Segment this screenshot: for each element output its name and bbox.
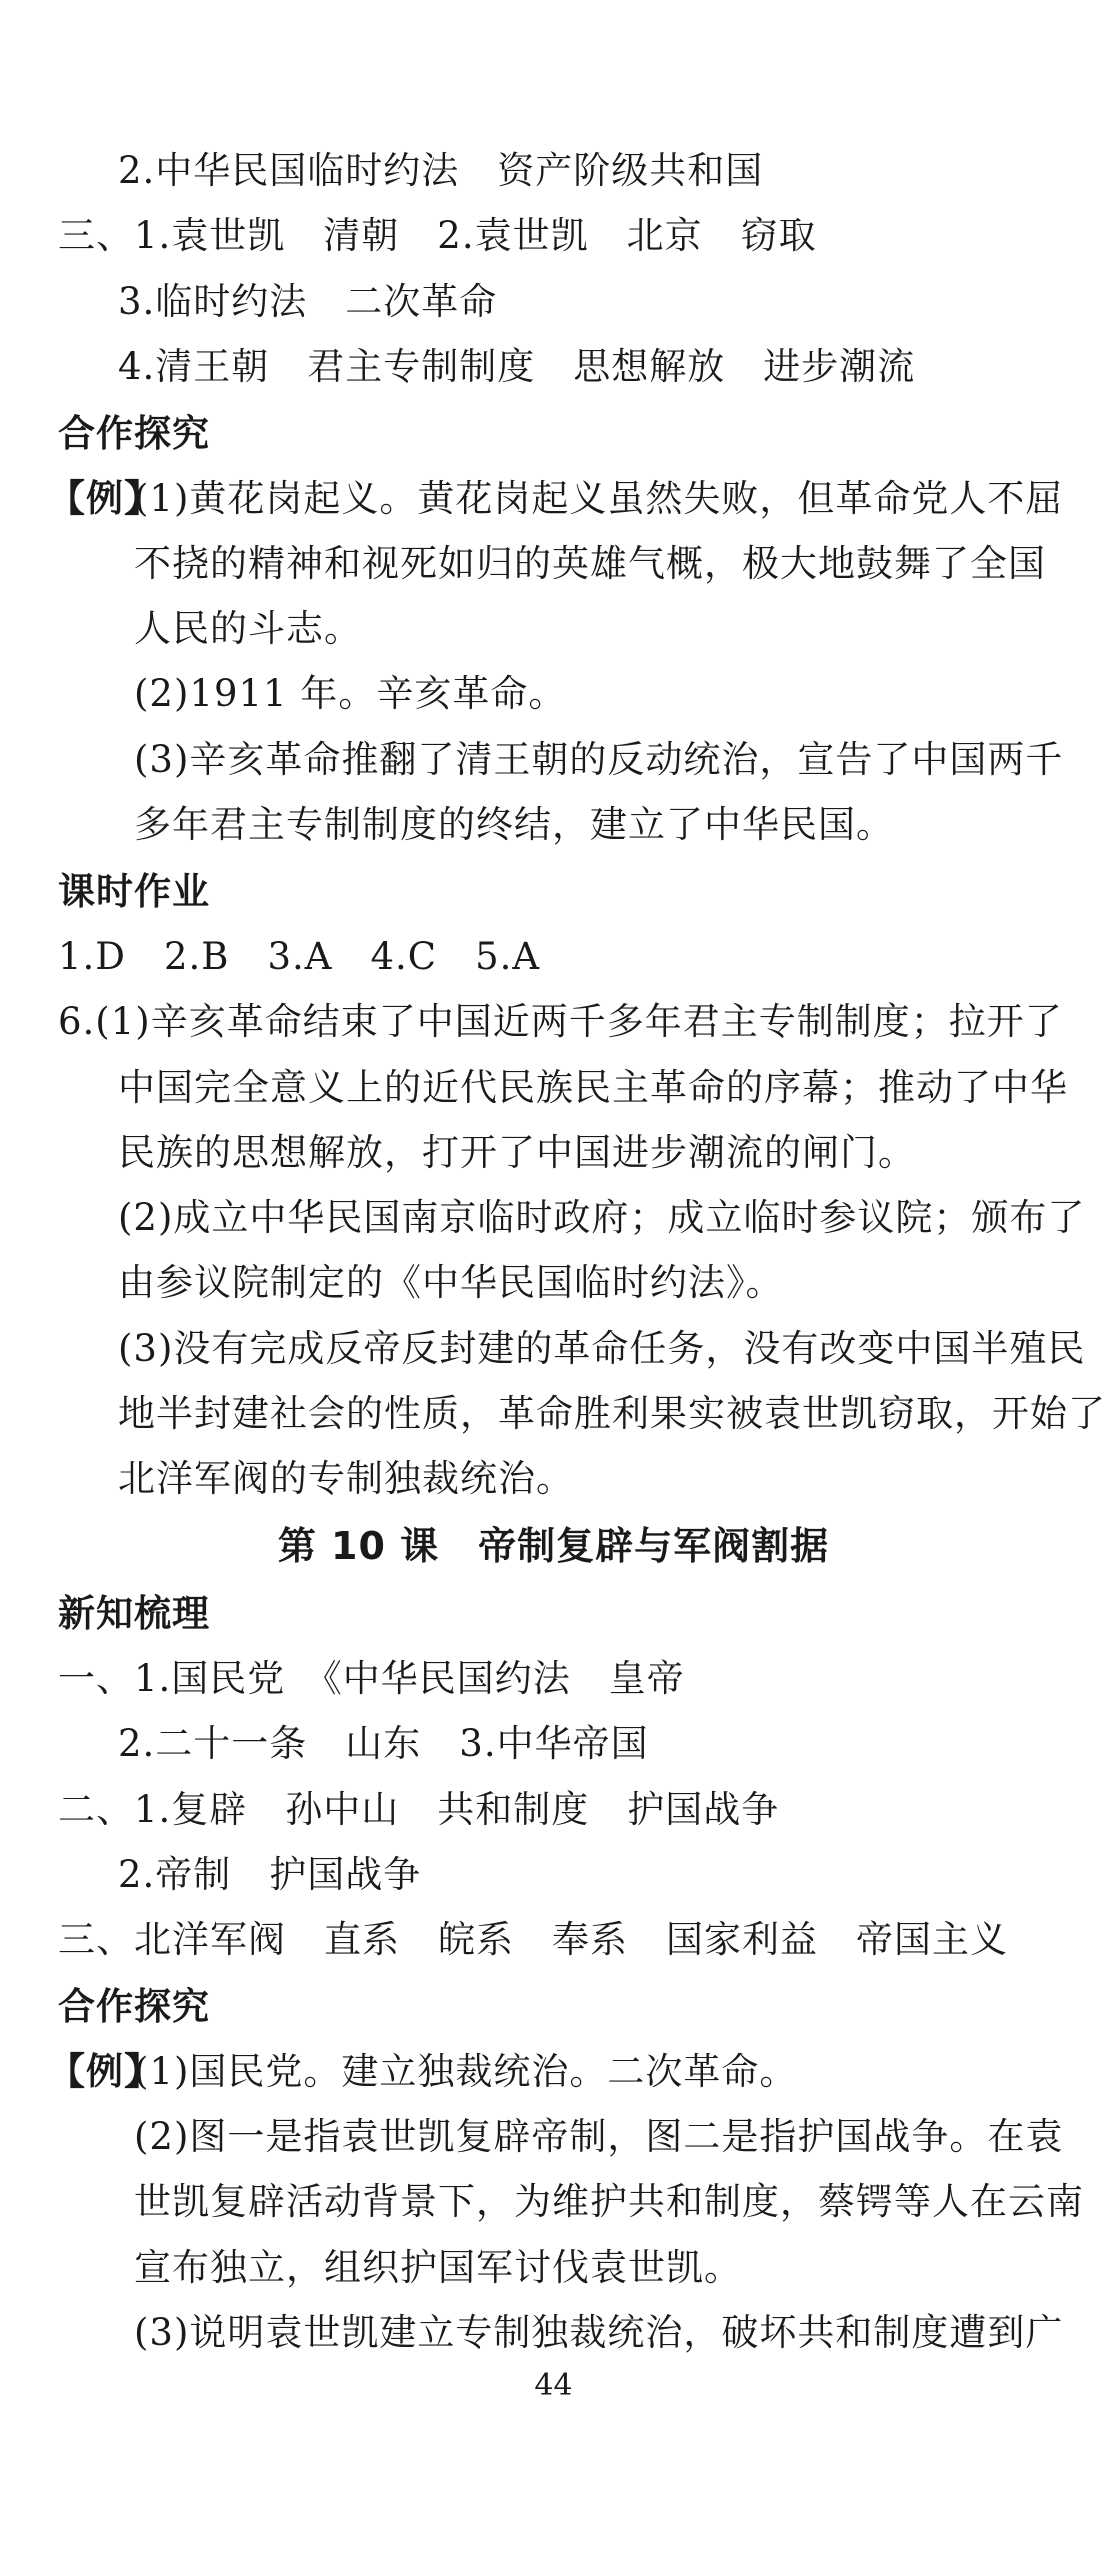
hezuo-answer-line: 不挠的精神和视死如归的英雄气概，极大地鼓舞了全国 bbox=[134, 542, 1046, 585]
xinzhi-line: 2.帝制 护国战争 bbox=[118, 1853, 422, 1896]
hezuo-answer-line: 宣布独立，组织护国军讨伐袁世凯。 bbox=[134, 2246, 742, 2289]
keshi-q6-line: 中国完全意义上的近代民族民主革命的序幕；推动了中华 bbox=[118, 1066, 1068, 1109]
xinzhi-line: 一、1.国民党 《中华民国约法 皇帝 bbox=[58, 1657, 685, 1700]
hezuo-answer-line: 多年君主专制制度的终结，建立了中华民国。 bbox=[134, 803, 894, 846]
hezuo-answer-line: (2)1911 年。辛亥革命。 bbox=[134, 672, 567, 715]
hezuo-answer-line: (1)国民党。建立独裁统治。二次革命。 bbox=[134, 2050, 798, 2093]
lesson-title: 第 10 课 帝制复辟与军阀割据 bbox=[277, 1524, 830, 1568]
keshi-heading: 课时作业 bbox=[58, 870, 210, 913]
xinzhi-line: 二、1.复辟 孙中山 共和制度 护国战争 bbox=[58, 1788, 780, 1831]
hezuo-heading: 合作探究 bbox=[58, 1985, 210, 2028]
hezuo-answer-line: 世凯复辟活动背景下，为维护共和制度，蔡锷等人在云南 bbox=[134, 2180, 1084, 2223]
keshi-q6-line: 6.(1)辛亥革命结束了中国近两千多年君主专制制度；拉开了 bbox=[58, 1000, 1063, 1043]
xinzhi-line: 三、北洋军阀 直系 皖系 奉系 国家利益 帝国主义 bbox=[58, 1918, 1008, 1961]
page-number: 44 bbox=[534, 2368, 573, 2403]
keshi-q6-line: 地半封建社会的性质，革命胜利果实被袁世凯窃取，开始了 bbox=[118, 1392, 1106, 1435]
hezuo-heading: 合作探究 bbox=[58, 412, 210, 455]
example-tag: 【例】 bbox=[48, 2050, 162, 2093]
keshi-q6-line: (3)没有完成反帝反封建的革命任务，没有改变中国半殖民 bbox=[118, 1327, 1086, 1370]
keshi-q6-line: 由参议院制定的《中华民国临时约法》。 bbox=[118, 1261, 784, 1304]
hezuo-answer-line: (1)黄花岗起义。黄花岗起义虽然失败，但革命党人不屈 bbox=[134, 477, 1064, 520]
keshi-q6-line: (2)成立中华民国南京临时政府；成立临时参议院；颁布了 bbox=[118, 1196, 1086, 1239]
hezuo-answer-line: (3)辛亥革命推翻了清王朝的反动统治，宣告了中国两千 bbox=[134, 738, 1064, 781]
keshi-q6-line: 北洋军阀的专制独裁统治。 bbox=[118, 1457, 574, 1500]
example-tag: 【例】 bbox=[48, 477, 162, 520]
xinzhi-item-2: 2.中华民国临时约法 资产阶级共和国 bbox=[118, 149, 764, 192]
keshi-q6-line: 民族的思想解放，打开了中国进步潮流的闸门。 bbox=[118, 1131, 916, 1174]
xinzhi-section-3-line-1: 三、1.袁世凯 清朝 2.袁世凯 北京 窃取 bbox=[58, 214, 817, 257]
keshi-choices: 1.D 2.B 3.A 4.C 5.A bbox=[58, 935, 541, 978]
hezuo-answer-line: (3)说明袁世凯建立专制独裁统治，破坏共和制度遭到广 bbox=[134, 2311, 1064, 2354]
hezuo-answer-line: (2)图一是指袁世凯复辟帝制，图二是指护国战争。在袁 bbox=[134, 2115, 1064, 2158]
xinzhi-line: 2.二十一条 山东 3.中华帝国 bbox=[118, 1722, 649, 1765]
xinzhi-section-3-line-3: 3.临时约法 二次革命 bbox=[118, 280, 498, 323]
xinzhi-heading: 新知梳理 bbox=[58, 1592, 210, 1635]
xinzhi-section-3-line-4: 4.清王朝 君主专制制度 思想解放 进步潮流 bbox=[118, 345, 916, 388]
hezuo-answer-line: 人民的斗志。 bbox=[134, 607, 362, 650]
